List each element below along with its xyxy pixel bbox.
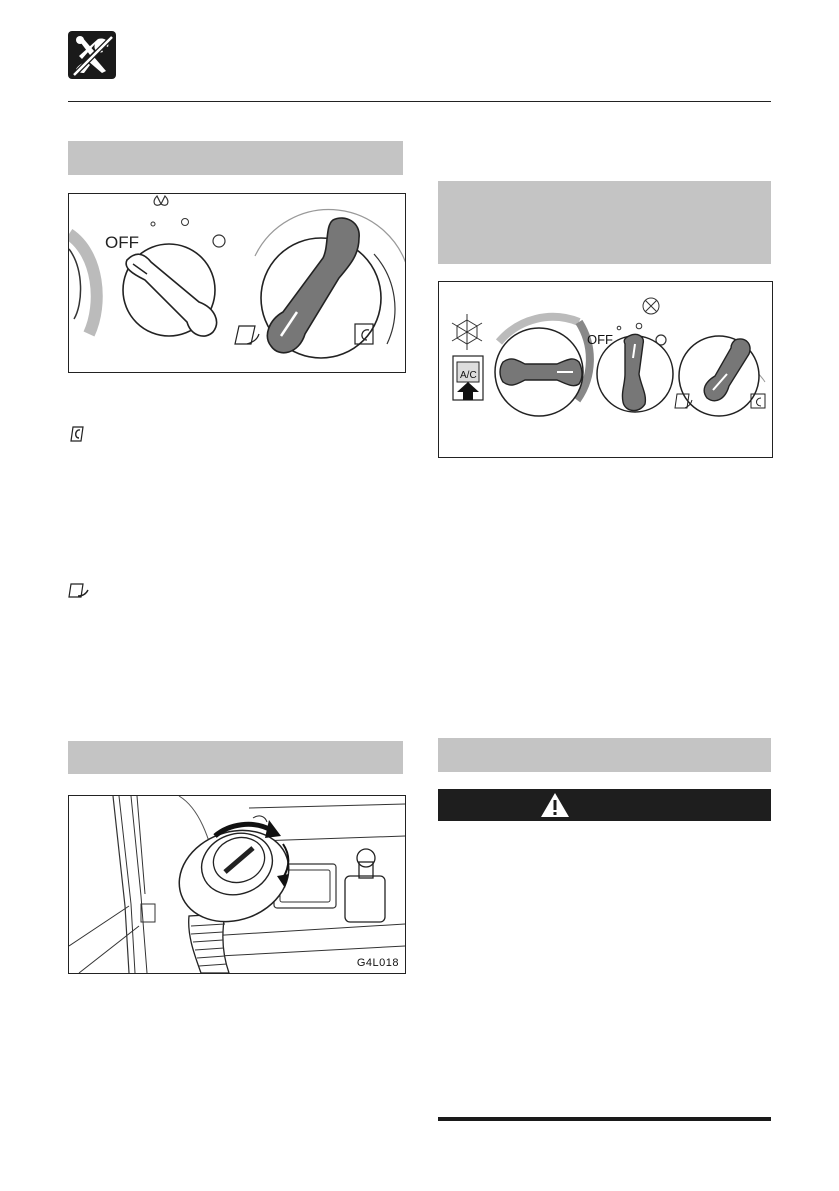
section-heading-bar (68, 741, 403, 774)
fan-off-label: OFF (587, 332, 613, 347)
section-heading-bar (438, 181, 771, 264)
warning-triangle-icon (438, 789, 771, 821)
fan-icon (643, 298, 659, 314)
tools-logo-icon (68, 31, 116, 79)
fan-off-label: OFF (105, 233, 139, 252)
ac-controls-figure (438, 281, 773, 458)
recirculation-icon (70, 426, 84, 447)
fan-icon (154, 196, 168, 205)
warning-banner (438, 789, 771, 821)
section-end-rule (438, 1117, 771, 1121)
figure-caption: G4L018 (356, 957, 399, 969)
fresh-air-icon (68, 583, 90, 604)
section-heading-bar (68, 141, 403, 175)
fresh-air-icon (235, 326, 259, 344)
filler-cap-figure (68, 795, 406, 974)
heater-controls-figure (68, 193, 406, 373)
header-rule (68, 101, 771, 102)
ac-button-label: A/C (460, 370, 477, 381)
section-heading-bar (438, 738, 771, 772)
snowflake-icon (452, 314, 482, 350)
